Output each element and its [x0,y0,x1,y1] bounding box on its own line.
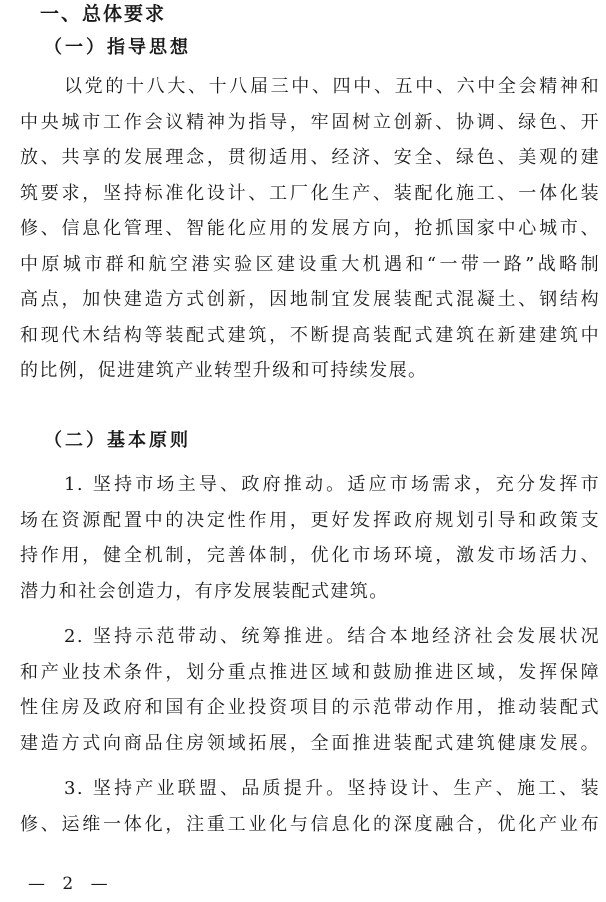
paragraph-principle-3 [20,771,600,842]
paragraph-principle-2 [20,619,600,761]
text-line: 和现代木结构等装配式建筑，不断提高装配式建筑在新建建筑中 [20,324,600,346]
subsection-heading-basic-principles: （二）基本原则 [44,430,191,451]
text-line: 修、运维一体化，注重工业化与信息化的深度融合，优化产业布 [20,813,600,835]
paragraph-principle-1 [20,467,600,609]
section-heading: 一、总体要求 [40,3,167,25]
page-number: — 2 — [28,874,114,894]
text-line: 建造方式向商品住房领域拓展，全面推进装配式建筑健康发展。 [20,732,600,754]
text-line: 持作用，健全机制，完善体制，优化市场环境，激发市场活力、 [20,545,600,566]
text-line: 性住房及政府和国有企业投资项目的示范带动作用，推动装配式 [20,697,600,718]
text-line: 筑要求，坚持标准化设计、工厂化生产、装配化施工、一体化装 [20,182,600,204]
text-line: 1. 坚持市场主导、政府推动。适应市场需求，充分发挥市 [64,474,600,495]
subsection-heading-guiding-ideology: （一）指导思想 [44,37,191,58]
text-line: 高点，加快建造方式创新，因地制宜发展装配式混凝土、钢结构 [20,289,600,310]
text-line: 中央城市工作会议精神为指导，牢固树立创新、协调、绿色、开 [20,111,600,133]
text-line: 2. 坚持示范带动、统筹推进。结合本地经济社会发展状况 [64,626,600,647]
text-line: 3. 坚持产业联盟、品质提升。坚持设计、生产、施工、装 [64,778,600,799]
text-line: 和产业技术条件，划分重点推进区域和鼓励推进区域，发挥保障 [20,661,600,683]
text-line: 以党的十八大、十八届三中、四中、五中、六中全会精神和 [64,76,600,97]
text-line: 修、信息化管理、智能化应用的发展方向，抢抓国家中心城市、 [20,218,600,239]
text-line: 场在资源配置中的决定性作用，更好发挥政府规划引导和政策支 [20,509,600,531]
text-line: 的比例，促进建筑产业转型升级和可持续发展。 [20,360,428,381]
text-line: 潜力和社会创造力，有序发展装配式建筑。 [20,580,389,602]
text-line: 中原城市群和航空港实验区建设重大机遇和“一带一路”战略制 [20,253,600,275]
paragraph-guiding-ideology [20,69,600,389]
text-line: 放、共享的发展理念，贯彻适用、经济、安全、绿色、美观的建 [20,147,600,168]
